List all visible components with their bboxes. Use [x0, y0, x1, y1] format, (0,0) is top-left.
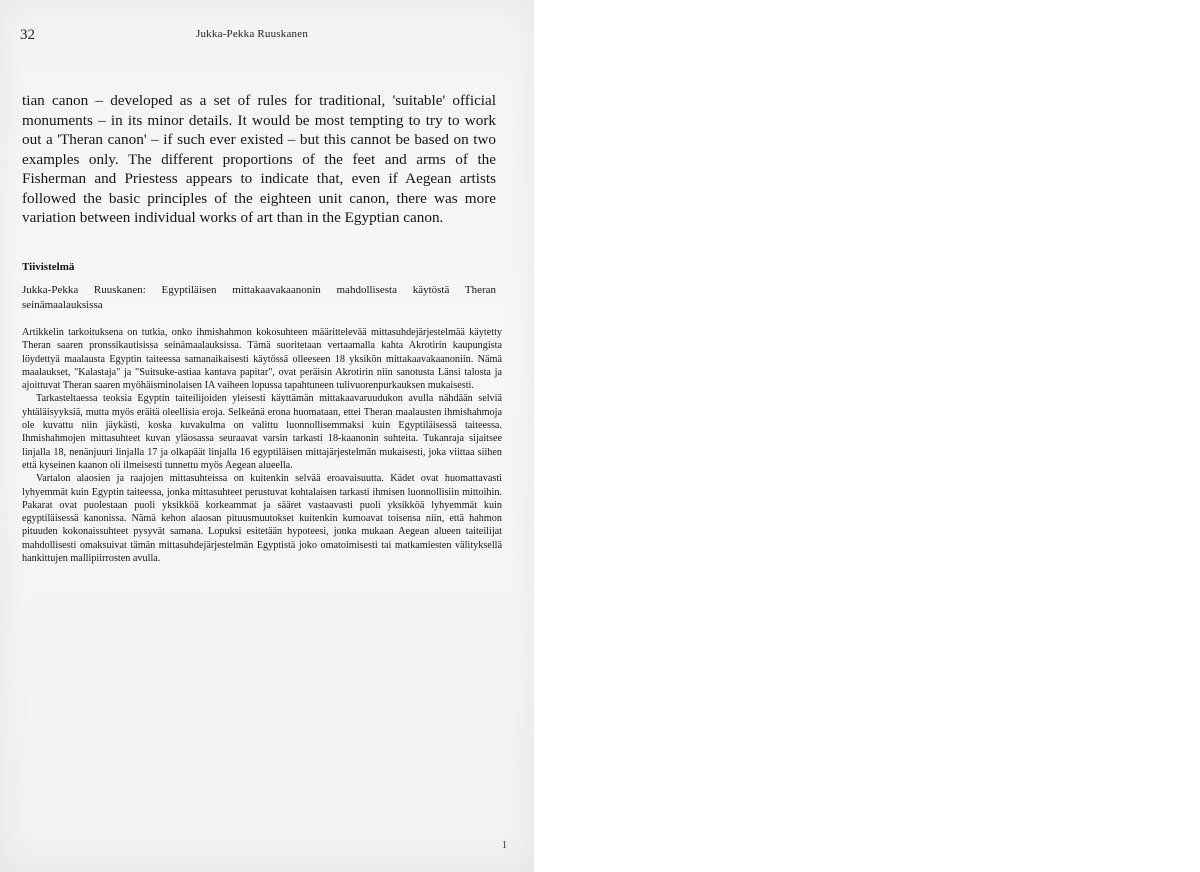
abstract-title: Jukka-Pekka Ruuskanen: Egyptiläisen mittakaavakaanonin mahdollisesta käytöstä Theran seinämaalauksissa	[22, 284, 496, 311]
abstract-body	[22, 326, 502, 565]
page-number: 32	[20, 27, 35, 43]
running-head: Jukka-Pekka Ruuskanen	[196, 28, 309, 40]
abstract-paragraph: Tarkasteltaessa teoksia Egyptin taiteilijoiden yleisesti käyttämän mittakaavaruudukon avulla nähdään selviä yhtäläisyyksiä, mutta myös eräitä oleellisia eroja. Selkeänä erona huomataan, ettei Theran maalausten ihmishahmoja ole kuvattu niin jäykästi, koska kuvakulma on valittu luonnollisemmaksi kuin Egyptiläisessä taiteessa. Ihmishahmojen mittasuhteet kuvan yläosassa seuraavat varsin tarkasti 18-kaanonin suhteita. Tukanraja sijaitsee linjalla 18, nenänjuuri linjalla 17 ja olkapäät linjalla 16 egyptiläisen mittajärjestelmän mukaisesti, joka viittaa siihen että kyseinen kaanon oli ilmeisesti tunnettu myös Aegean alueella.	[22, 393, 502, 471]
footer-mark: 1	[502, 840, 507, 851]
body-paragraph: tian canon – developed as a set of rules for traditional, 'suitable' official monuments – in its minor details. It would be most tempting to try to work out a 'Theran canon' – if such ever existed – but this cannot be based on two examples only. The different proportions of the feet and arms of the Fisherman and Priestess appears to indicate that, even if Aegean artists followed the basic principles of the eighteen unit canon, there was more variation between individual works of art than in the Egyptian canon.	[22, 92, 496, 226]
abstract-paragraph: Artikkelin tarkoituksena on tutkia, onko ihmishahmon kokosuhteen määrittelevää mittasuhdejärjestelmää käytetty Theran saaren pronssikautisissa seinämaalauksissa. Tämä suoritetaan vertaamalla kahta Akrotirin kaupungista löydettyä maalausta Egyptin taiteessa samanaikaisesti käytössä olleeseen 18 yksikön mittakaavakaanoniin. Nämä maalaukset, "Kalastaja" ja "Suitsuke-astiaa kantava papitar", ovat peräisin Akrotirin niin sanotusta Länsi talosta ja ajoittuvat Theran saaren myöhäisminolaisen IA vaiheen lopussa tapahtuneen tulivuorenpurkauksen mukaisesti.	[22, 327, 502, 392]
abstract-paragraph: Vartalon alaosien ja raajojen mittasuhteissa on kuitenkin selvää eroavaisuutta. Kädet ovat huomattavasti lyhyemmät kuin Egyptin taiteessa, jonka mittasuhteet perustuvat kohtalaisen tarkasti ihmisen luonnollisiin mittoihin. Pakarat ovat puolestaan puoli yksikköä korkeammat ja sääret vastaavasti puoli yksikköä lyhyemmät kuin egyptiläisessä kanonissa. Nämä kehon alaosan pituusmuutokset kuitenkin kumoavat toisensa niin, että hahmon pituuden kokonaissuhteet pysyvät samana. Lopuksi esitetään hypoteesi, jonka mukaan Aegean alueen taiteilijat mahdollisesti omaksuivat tämän mittasuhdejärjestelmän Egyptistä joko omatoimisesti tai matkamiesten välityksellä hankittujen mallipiirrosten avulla.	[22, 473, 502, 565]
document-page	[0, 0, 534, 872]
abstract-heading: Tiivistelmä	[22, 261, 75, 273]
